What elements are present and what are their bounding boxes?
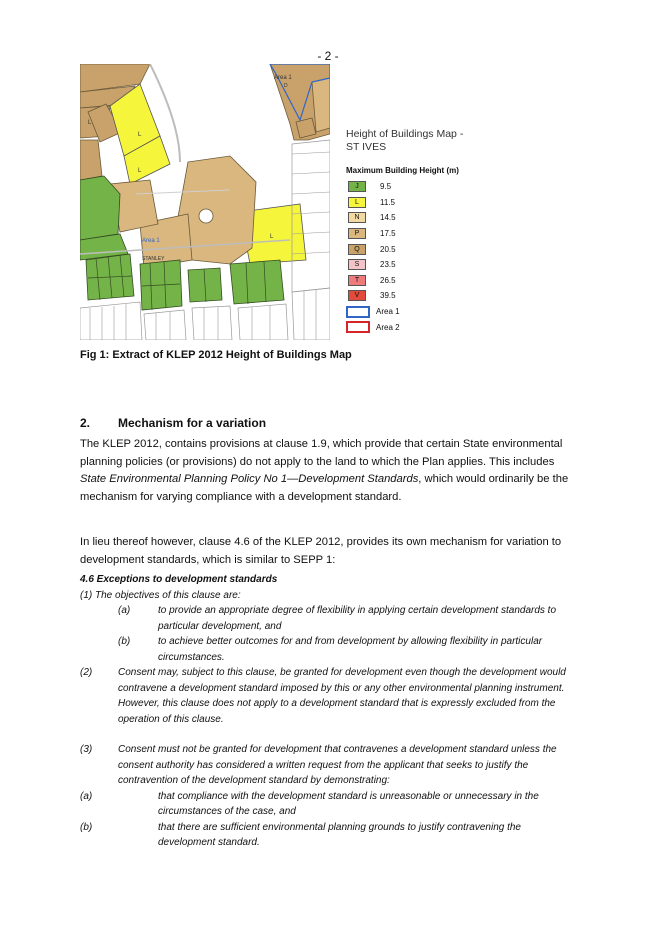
legend-row <box>346 257 496 273</box>
legend-area-label: Area 2 <box>376 322 400 332</box>
section-number: 2. <box>80 416 91 430</box>
legend-swatch: Q <box>348 244 366 255</box>
height-of-buildings-map <box>80 64 330 340</box>
clause-3-marker: (3) <box>80 744 93 755</box>
legend-swatch: J <box>348 181 366 192</box>
legend-title-line2: ST IVES <box>346 141 387 153</box>
clause-heading: 4.6 Exceptions to development standards <box>80 574 278 585</box>
legend-row <box>346 179 496 195</box>
para1-text-after: , which would ordinarily be the mechanism for varying compliance with a development standard. <box>80 473 569 503</box>
legend-swatch: N <box>348 212 366 223</box>
figure-caption: Fig 1: Extract of KLEP 2012 Height of Buildings Map <box>80 349 352 361</box>
legend-row <box>346 210 496 226</box>
clause-1-intro: (1) The objectives of this clause are: <box>80 589 241 601</box>
map-graphic <box>80 64 330 340</box>
legend-row <box>346 226 496 242</box>
clause-4-6-extract <box>80 572 580 851</box>
clause-2-exception: However, this clause does not apply to a development standard that is expressly excluded from the operation of this clause. <box>118 698 556 725</box>
legend-swatch: V <box>348 290 366 301</box>
legend-row <box>346 273 496 289</box>
clause-3-text: Consent must not be granted for development that contravenes a development standard unless the consent authority has considered a written request from the applicant that seeks to justify the contravention of the development standard by demonstrating: <box>118 744 557 786</box>
legend-swatch: S <box>348 259 366 270</box>
clause-3b <box>80 820 580 851</box>
map-label-zone-l-a: L <box>88 120 92 126</box>
clause-3a-text: that compliance with the development standard is unreasonable or unnecessary in the circumstances of the case, and <box>158 790 539 817</box>
legend-value: 26.5 <box>380 275 396 285</box>
map-legend <box>346 128 496 335</box>
legend-heading: Maximum Building Height (m) <box>346 166 459 175</box>
clause-3 <box>80 742 580 789</box>
legend-value: 14.5 <box>380 213 396 223</box>
legend-value: 23.5 <box>380 260 396 270</box>
map-label-stanley: STANLEY <box>142 256 165 262</box>
map-label-area1-top: Area 1 <box>274 75 292 81</box>
clause-1b-text: to achieve better outcomes for and from development by allowing flexibility in particular circumstances. <box>158 636 543 663</box>
map-label-zone-l-d: L <box>270 234 274 240</box>
legend-row <box>346 241 496 257</box>
clause-2 <box>80 665 580 696</box>
legend-swatch: L <box>348 197 366 208</box>
page-number: - 2 - <box>317 49 339 63</box>
section-title: Mechanism for a variation <box>118 416 267 430</box>
legend-value: 11.5 <box>380 197 395 207</box>
legend-area-box <box>346 306 370 318</box>
paragraph-clause-4-6-intro: In lieu thereof however, clause 4.6 of the KLEP 2012, provides its own mechanism for variation to development standards, which is similar to SEPP 1: <box>80 536 562 566</box>
clause-1a-text: to provide an appropriate degree of flexibility in applying certain development standards to particular development, and <box>158 605 557 632</box>
map-label-zone-l-b: L <box>138 132 142 138</box>
map-label-zone-l-c: L <box>138 168 142 174</box>
legend-value: 9.5 <box>380 182 392 192</box>
legend-value: 17.5 <box>380 229 396 239</box>
legend-swatch: P <box>348 228 366 239</box>
paragraph-clause-1-9 <box>80 436 580 506</box>
map-label-zone-d: D <box>284 83 288 89</box>
clause-1a-marker: (a) <box>118 605 131 616</box>
para1-text-before: The KLEP 2012, contains provisions at clause 1.9, which provide that certain State environmental planning policies (or provisions) do not apply to the land to which the Plan applies. This includes <box>80 438 563 468</box>
map-label-area1-mid: Area 1 <box>142 238 160 244</box>
legend-area-box <box>346 321 370 333</box>
clause-3a-marker: (a) <box>80 790 93 802</box>
clause-3b-text: that there are sufficient environmental planning grounds to justify contravening the development standard. <box>158 821 521 848</box>
clause-2-text: Consent may, subject to this clause, be granted for development even though the development would contravene a development standard imposed by this or any other environmental planning instrument. <box>118 667 566 694</box>
legend-area-label: Area 1 <box>376 307 400 317</box>
clause-3a <box>80 789 580 820</box>
clause-1b-marker: (b) <box>118 636 131 647</box>
clause-3b-marker: (b) <box>80 821 93 833</box>
legend-swatch: T <box>348 275 366 286</box>
clause-1b <box>80 634 580 665</box>
legend-items <box>346 179 496 304</box>
legend-value: 20.5 <box>380 244 396 254</box>
section-heading <box>80 416 266 430</box>
legend-area-row <box>346 304 496 320</box>
clause-1a <box>80 603 580 634</box>
legend-title-line1: Height of Buildings Map - <box>346 128 464 140</box>
legend-row <box>346 288 496 304</box>
legend-areas <box>346 304 496 335</box>
clause-2-marker: (2) <box>80 667 93 678</box>
legend-area-row <box>346 319 496 335</box>
legend-value: 39.5 <box>380 291 396 301</box>
legend-row <box>346 195 496 211</box>
para1-sepp1-title: State Environmental Planning Policy No 1—Development Standards <box>80 473 419 486</box>
